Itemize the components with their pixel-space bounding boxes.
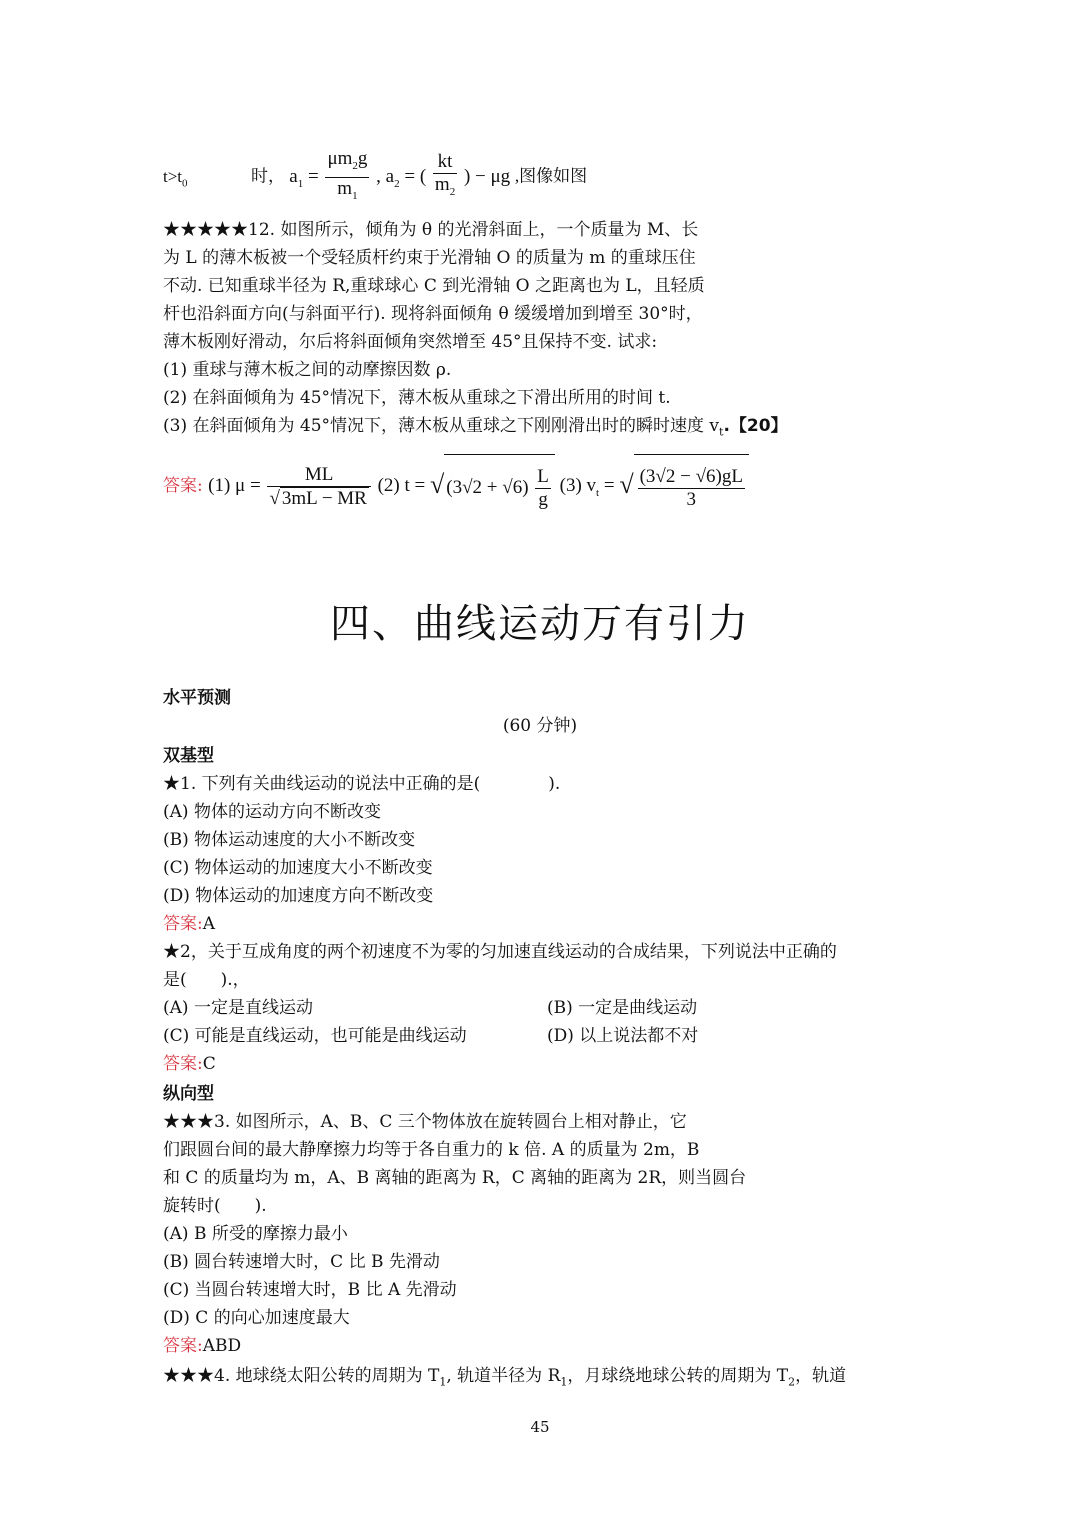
q2-answer: 答案:C — [163, 1054, 216, 1074]
answer-1-formula: (1) μ = $\frac{ML}{√ 3mL - MR}$ — [208, 475, 377, 496]
q12-line-7: (2) 在斜面倾角为 45°情况下，薄木板从重球之下滑出所用的时间 t. — [163, 388, 671, 408]
time-limit: (60 分钟) — [502, 716, 578, 736]
q1-stem: ★1. 下列有关曲线运动的说法中正确的是( ). — [163, 774, 561, 794]
q12-line-5: 薄木板刚好滑动，尔后将斜面倾角突然增至 45°且保持不变. 试求: — [163, 332, 658, 352]
q3-answer: 答案:ABD — [163, 1336, 242, 1356]
q12-line-8: (3) 在斜面倾角为 45°情况下，薄木板从重球之下刚刚滑出时的瞬时速度 $v_t$.【20】 — [163, 416, 788, 439]
q3-option-b: (B) 圆台转速增大时，C 比 B 先滑动 — [163, 1252, 440, 1272]
condition-text: $t>t_0$ — [163, 166, 188, 190]
q3-stem-line-4: 旋转时( ). — [163, 1196, 267, 1216]
q2-option-a: (A) 一定是直线运动 — [163, 998, 313, 1018]
answer-3-formula: (3) $v_t$ = √ $\frac{(3√2 - √6)gL}{3}$ — [560, 475, 749, 496]
q12-line-1: ★★★★★12. 如图所示，倾角为 θ 的光滑斜面上，一个质量为 M、长 — [163, 220, 699, 240]
q2-options-row-2 — [163, 1022, 923, 1050]
q1-option-b: (B) 物体运动速度的大小不断改变 — [163, 830, 416, 850]
answer-2-formula: (2) t = √ (3√2 + √6) $\frac{L}{g}$ — [378, 475, 560, 496]
q1-answer: 答案:A — [163, 914, 216, 934]
q2-options-row-1 — [163, 994, 923, 1022]
q2-option-d: (D) 以上说法都不对 — [547, 1026, 699, 1046]
q3-option-a: (A) B 所受的摩擦力最小 — [163, 1224, 348, 1244]
a1-formula: $a_1$ = $\frac{\mu m_2g}{m_1}$ — [289, 148, 368, 202]
q2-option-b: (B) 一定是曲线运动 — [547, 998, 698, 1018]
shi-text: 时， — [251, 166, 286, 186]
q3-option-c: (C) 当圆台转速增大时，B 比 A 先滑动 — [163, 1280, 457, 1300]
q1-option-a: (A) 物体的运动方向不断改变 — [163, 802, 381, 822]
q12-line-4: 杆也沿斜面方向(与斜面平行). 现将斜面倾角 θ 缓缓增加到增至 30°时， — [163, 304, 703, 324]
q2-stem-line-2: 是( ).， — [163, 970, 250, 990]
q12-line-3: 不动. 已知重球半径为 R,重球球心 C 到光滑轴 O 之距离也为 L，且轻质 — [163, 276, 705, 296]
q12-answer — [163, 452, 749, 518]
top-formula-line — [163, 148, 587, 204]
q3-option-d: (D) C 的向心加速度最大 — [163, 1308, 350, 1328]
q2-option-c: (C) 可能是直线运动，也可能是曲线运动 — [163, 1026, 467, 1046]
q4-stem-line-1: ★★★4. 地球绕太阳公转的周期为 $T_1$, 轨道半径为 $R_1$，月球绕地球公转的周期为 $T_2$，轨道 — [163, 1366, 847, 1389]
chapter-title: 四、曲线运动万有引力 — [330, 601, 750, 647]
q2-stem-line-1: ★2，关于互成角度的两个初速度不为零的匀加速直线运动的合成结果，下列说法中正确的 — [163, 942, 837, 962]
suffix-text: ,图像如图 — [514, 166, 588, 186]
page-number: 45 — [530, 1418, 550, 1436]
q1-option-d: (D) 物体运动的加速度方向不断改变 — [163, 886, 434, 906]
answer-label: 答案: — [163, 475, 203, 496]
a2-formula: , $a_2$ = ( $\frac{kt}{m_2}$ ) − μg — [376, 151, 511, 199]
q3-stem-line-3: 和 C 的质量均为 m，A、B 离轴的距离为 R，C 离轴的距离为 2R，则当圆台 — [163, 1168, 747, 1188]
subsection-shuangji: 双基型 — [163, 746, 214, 766]
q3-stem-line-2: 们跟圆台间的最大静摩擦力均等于各自重力的 k 倍. A 的质量为 2m，B — [163, 1140, 700, 1160]
section-heading: 水平预测 — [163, 688, 231, 708]
subsection-zongxiang: 纵向型 — [163, 1084, 214, 1104]
q12-line-2: 为 L 的薄木板被一个受轻质杆约束于光滑轴 O 的质量为 m 的重球压住 — [163, 248, 696, 268]
q1-option-c: (C) 物体运动的加速度大小不断改变 — [163, 858, 433, 878]
q12-line-6: (1) 重球与薄木板之间的动摩擦因数 ρ. — [163, 360, 452, 380]
q3-stem-line-1: ★★★3. 如图所示，A、B、C 三个物体放在旋转圆台上相对静止，它 — [163, 1112, 687, 1132]
